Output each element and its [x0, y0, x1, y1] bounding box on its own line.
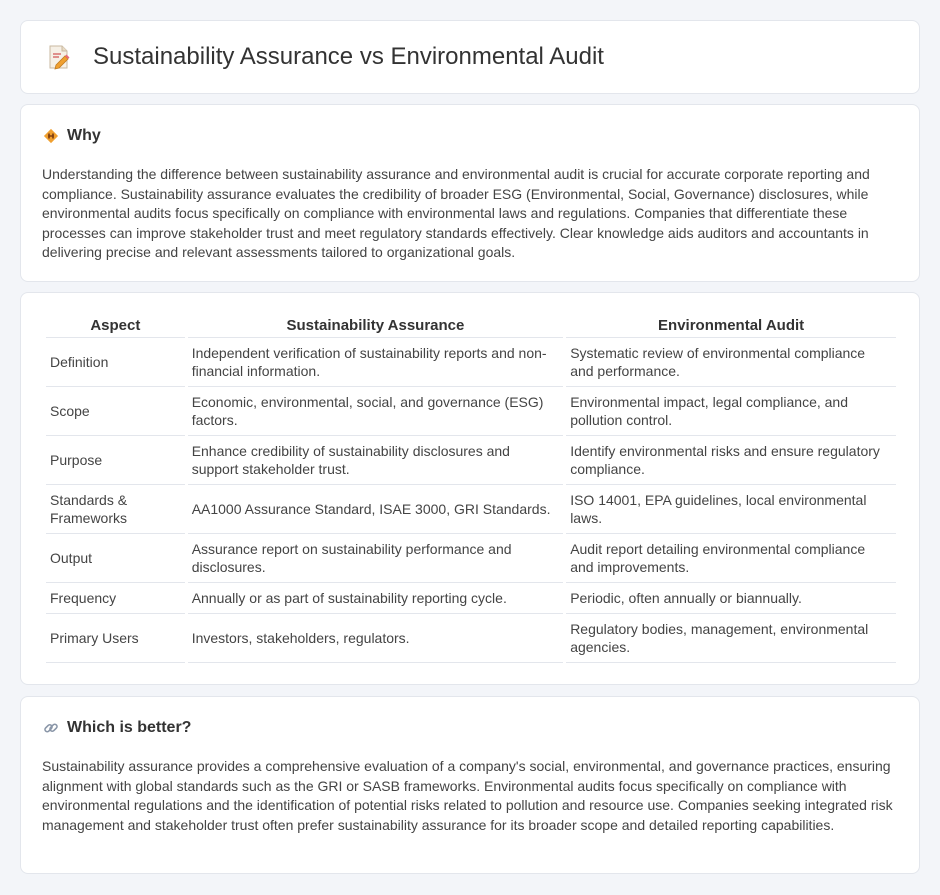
which-is-better-paragraph: Sustainability assurance provides a comprehensive evaluation of a company's social, environmental, and governance practices, ensuring alignment with global standards such as the GRI or SASB frameworks. Environmental audits focus specifically on compliance with environmental regulations and the identification of potential risks related to pollution and resource use. Companies seeking integrated risk management and stakeholder trust often prefer sustainability assurance for its broader scope and detailed reporting capabilities. [42, 758, 893, 833]
why-section [20, 104, 920, 282]
table-row [46, 436, 896, 485]
why-heading: Why [67, 127, 101, 144]
which-is-better-heading: Which is better? [67, 719, 192, 736]
aspect-cell: Primary Users [46, 614, 185, 663]
sustainability-assurance-cell: Economic, environmental, social, and governance (ESG) factors. [188, 387, 564, 436]
aspect-cell: Scope [46, 387, 185, 436]
environmental-audit-cell: ISO 14001, EPA guidelines, local environmental laws. [566, 485, 896, 534]
column-header-aspect: Aspect [46, 317, 185, 338]
environmental-audit-cell: Periodic, often annually or biannually. [566, 583, 896, 614]
table-header-row [46, 317, 896, 338]
environmental-audit-cell: Systematic review of environmental compliance and performance. [566, 338, 896, 387]
sustainability-assurance-cell: Annually or as part of sustainability reporting cycle. [188, 583, 564, 614]
aspect-cell: Standards & Frameworks [46, 485, 185, 534]
environmental-audit-cell: Environmental impact, legal compliance, and pollution control. [566, 387, 896, 436]
header-card [20, 20, 920, 94]
document-pencil-icon [47, 44, 71, 70]
environmental-audit-cell: Regulatory bodies, management, environmental agencies. [566, 614, 896, 663]
column-header-environmental-audit: Environmental Audit [566, 317, 896, 338]
sustainability-assurance-cell: Assurance report on sustainability performance and disclosures. [188, 534, 564, 583]
table-row [46, 534, 896, 583]
comparison-section [20, 292, 920, 685]
aspect-cell: Output [46, 534, 185, 583]
table-row [46, 387, 896, 436]
sustainability-assurance-cell: Investors, stakeholders, regulators. [188, 614, 564, 663]
sustainability-assurance-cell: Enhance credibility of sustainability disclosures and support stakeholder trust. [188, 436, 564, 485]
table-row [46, 614, 896, 663]
table-row [46, 583, 896, 614]
page-title: Sustainability Assurance vs Environmental Audit [93, 43, 604, 70]
link-icon [43, 720, 59, 736]
aspect-cell: Definition [46, 338, 185, 387]
environmental-audit-cell: Identify environmental risks and ensure regulatory compliance. [566, 436, 896, 485]
aspect-cell: Purpose [46, 436, 185, 485]
table-row [46, 338, 896, 387]
environmental-audit-cell: Audit report detailing environmental compliance and improvements. [566, 534, 896, 583]
table-row [46, 485, 896, 534]
which-is-better-section [20, 696, 920, 874]
why-paragraph: Understanding the difference between sustainability assurance and environmental audit is crucial for accurate corporate reporting and compliance. Sustainability assurance evaluates the credibility of broader ESG (Environmental, Social, Governance) disclosures, while environmental audits focus specifically on compliance with environmental laws and regulations. Companies that differentiate these processes can improve stakeholder trust and meet regulatory standards effectively. Clear knowledge aids auditors and accountants in delivering precise and relevant assessments tailored to organizational goals. [42, 166, 870, 260]
comparison-table [43, 317, 899, 663]
sustainability-assurance-cell: Independent verification of sustainability reports and non-financial information. [188, 338, 564, 387]
diamond-warning-icon [43, 128, 59, 144]
column-header-sustainability-assurance: Sustainability Assurance [188, 317, 564, 338]
aspect-cell: Frequency [46, 583, 185, 614]
sustainability-assurance-cell: AA1000 Assurance Standard, ISAE 3000, GRI Standards. [188, 485, 564, 534]
